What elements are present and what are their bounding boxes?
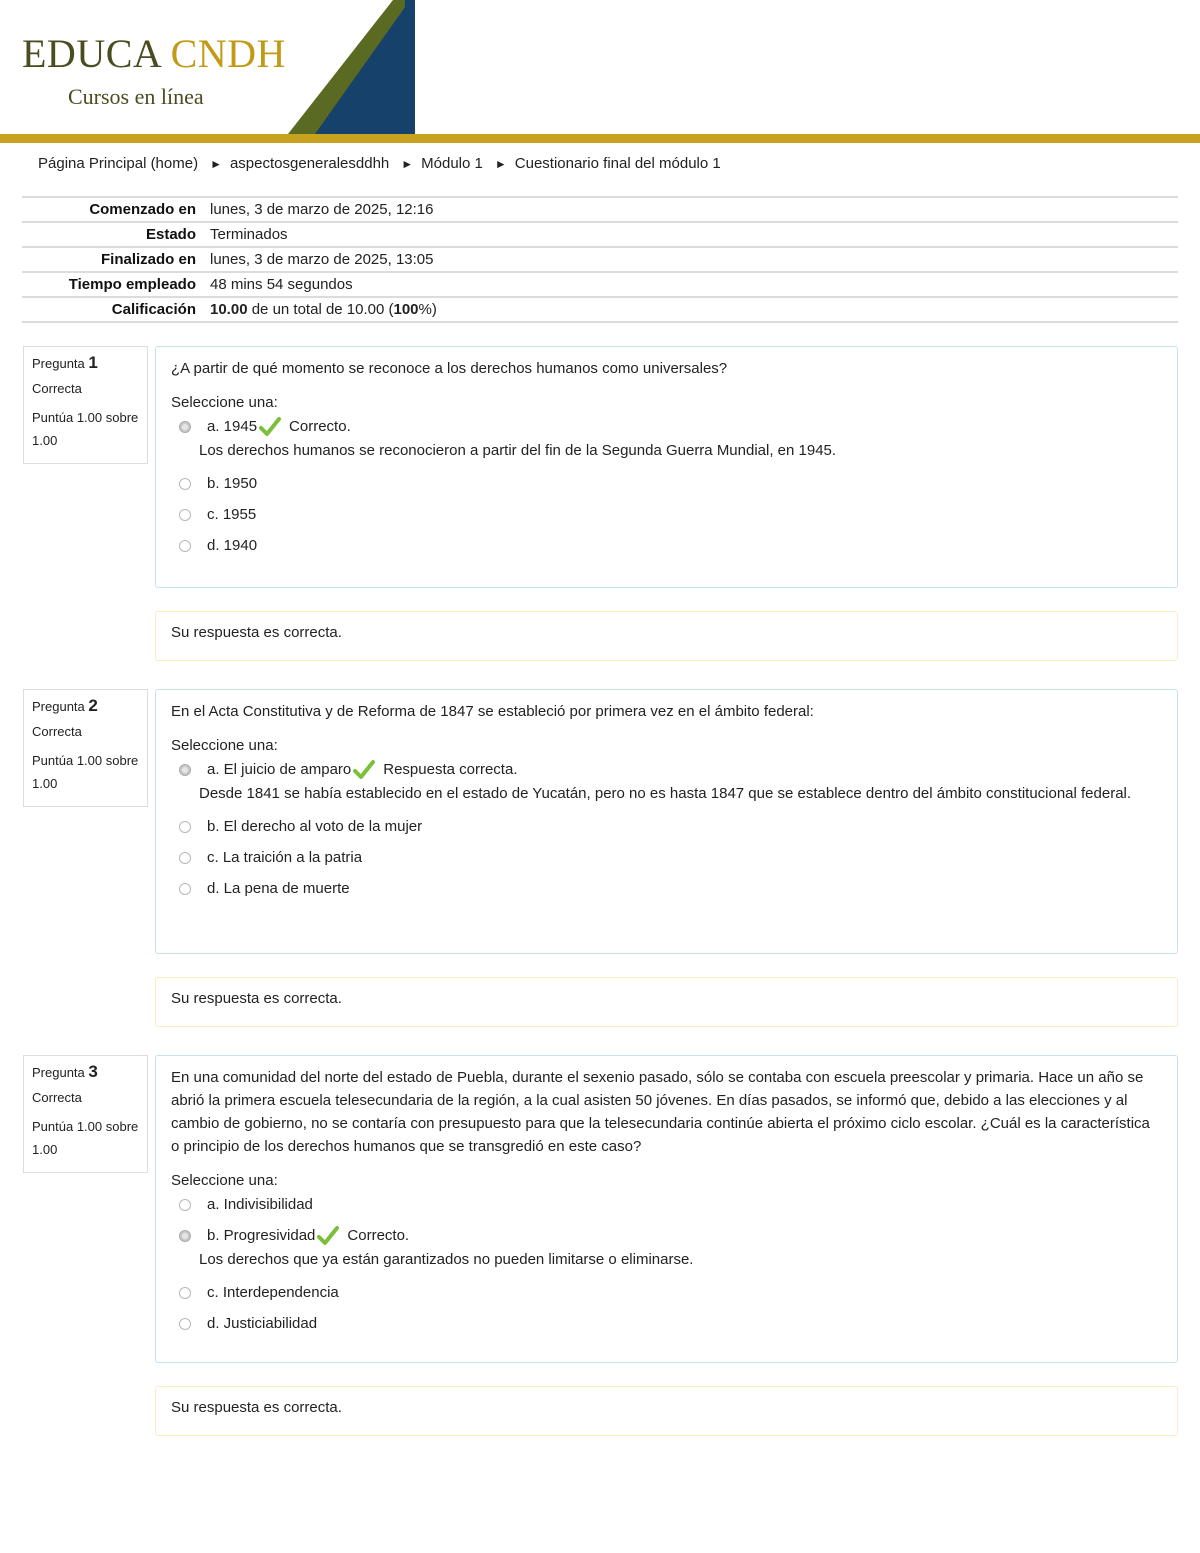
question-outcome: Su respuesta es correcta. xyxy=(155,611,1178,661)
question-content xyxy=(155,689,1178,954)
check-icon xyxy=(317,1225,339,1247)
radio-button[interactable] xyxy=(179,421,191,433)
answer-prompt: Seleccione una: xyxy=(171,737,278,754)
answer-option[interactable] xyxy=(171,842,1162,873)
check-icon xyxy=(353,759,375,781)
summary-row-grade xyxy=(22,297,1178,322)
answer-option[interactable] xyxy=(171,1220,1162,1251)
question-info xyxy=(23,346,148,464)
question-number xyxy=(32,353,139,373)
option-feedback: Los derechos que ya están garantizados no pueden limitarse o eliminarse. xyxy=(199,1251,694,1268)
question-mark: Puntúa 1.00 sobre 1.00 xyxy=(32,753,139,791)
option-label: d. 1940 xyxy=(207,537,258,554)
summary-label: Estado xyxy=(145,226,196,243)
option-label: a. El juicio de amparo xyxy=(207,761,352,778)
brand-subtitle: Cursos en línea xyxy=(68,84,204,109)
summary-row-finished xyxy=(22,247,1178,272)
question-mark: Puntúa 1.00 sobre 1.00 xyxy=(32,1119,139,1157)
option-label: c. Interdependencia xyxy=(207,1284,339,1301)
question-content xyxy=(155,1055,1178,1363)
option-label: a. Indivisibilidad xyxy=(207,1196,313,1213)
radio-button[interactable] xyxy=(179,1199,191,1211)
summary-label: Tiempo empleado xyxy=(68,276,196,293)
question-number xyxy=(32,696,139,716)
site-header xyxy=(0,0,1200,134)
question-label: Pregunta xyxy=(32,356,85,371)
header-decoration xyxy=(285,0,415,134)
summary-value: lunes, 3 de marzo de 2025, 13:05 xyxy=(210,251,434,268)
option-feedback: Los derechos humanos se reconocieron a partir del fin de la Segunda Guerra Mundial, en 1945. xyxy=(199,442,837,459)
summary-value: lunes, 3 de marzo de 2025, 12:16 xyxy=(210,201,434,218)
question-state: Correcta xyxy=(32,381,82,396)
question-text: ¿A partir de qué momento se reconoce a los derechos humanos como universales? xyxy=(171,360,728,377)
option-label: c. La traición a la patria xyxy=(207,849,363,866)
summary-label: Comenzado en xyxy=(89,201,196,218)
summary-label: Calificación xyxy=(111,301,196,318)
question-content xyxy=(155,346,1178,588)
radio-button[interactable] xyxy=(179,1230,191,1242)
answer-option[interactable] xyxy=(171,754,1162,785)
attempt-summary xyxy=(22,196,1178,323)
question-mark: Puntúa 1.00 sobre 1.00 xyxy=(32,410,139,448)
answer-option[interactable] xyxy=(171,873,1162,904)
answer-status: Correcto. xyxy=(347,1227,410,1244)
grade-mid: de un total de 10.00 ( xyxy=(247,301,394,318)
option-label: b. 1950 xyxy=(207,475,258,492)
summary-row-time xyxy=(22,272,1178,297)
question-outcome: Su respuesta es correcta. xyxy=(155,1386,1178,1436)
brand-cndh: CNDH xyxy=(170,31,286,76)
radio-button[interactable] xyxy=(179,764,191,776)
answer-prompt: Seleccione una: xyxy=(171,394,278,411)
answer-option[interactable] xyxy=(171,468,1162,499)
option-label: c. 1955 xyxy=(207,506,257,523)
question-info xyxy=(23,1055,148,1173)
summary-row-state xyxy=(22,222,1178,247)
question-text: En una comunidad del norte del estado de Puebla, durante el sexenio pasado, sólo se contaba con escuela preescolar y primaria. Hace un año se abrió la primera escuela telesecundaria de la región, a la cual asisten 50 jóvenes. En días pasados, se informó que, debido a las elecciones y al cambio de gobierno, no se contaría con presupuesto para que la telesecundaria continúe abierta el próximo ciclo escolar. ¿Cuál es la característica o principio de los derechos humanos que se transgredió en este caso? xyxy=(171,1069,1150,1155)
question-state: Correcta xyxy=(32,724,82,739)
breadcrumb-quiz[interactable]: Cuestionario final del módulo 1 xyxy=(514,155,721,172)
radio-button[interactable] xyxy=(179,478,191,490)
breadcrumb-home[interactable]: Página Principal (home) xyxy=(38,155,199,172)
question-label: Pregunta xyxy=(32,1065,85,1080)
answer-prompt: Seleccione una: xyxy=(171,1172,278,1189)
answer-option[interactable] xyxy=(171,530,1162,561)
question-num: 3 xyxy=(88,1062,98,1081)
answer-option[interactable] xyxy=(171,411,1162,442)
question-text: En el Acta Constitutiva y de Reforma de 1847 se estableció por primera vez en el ámbito federal: xyxy=(171,703,814,720)
check-icon xyxy=(259,416,281,438)
option-label: d. Justiciabilidad xyxy=(207,1315,318,1332)
option-label: d. La pena de muerte xyxy=(207,880,350,897)
answer-option[interactable] xyxy=(171,1277,1162,1308)
question-info xyxy=(23,689,148,807)
question-state: Correcta xyxy=(32,1090,82,1105)
summary-value: 48 mins 54 segundos xyxy=(210,276,353,293)
breadcrumb-course[interactable]: aspectosgeneralesddhh xyxy=(229,155,390,172)
radio-button[interactable] xyxy=(179,883,191,895)
option-label: b. El derecho al voto de la mujer xyxy=(207,818,423,835)
option-label: a. 1945 xyxy=(207,418,258,435)
answer-option[interactable] xyxy=(171,1308,1162,1339)
radio-button[interactable] xyxy=(179,509,191,521)
question-num: 1 xyxy=(88,353,98,372)
answer-option[interactable] xyxy=(171,811,1162,842)
radio-button[interactable] xyxy=(179,1318,191,1330)
grade-end: %) xyxy=(418,301,437,318)
answer-status: Correcto. xyxy=(289,418,351,435)
grade-score: 10.00 xyxy=(210,301,248,318)
breadcrumb-separator-icon: ► xyxy=(494,156,507,171)
site-logo[interactable] xyxy=(22,30,286,77)
question-outcome: Su respuesta es correcta. xyxy=(155,977,1178,1027)
breadcrumb-separator-icon: ► xyxy=(210,156,222,171)
grade-percent: 100 xyxy=(393,301,419,318)
summary-row-started xyxy=(22,197,1178,222)
radio-button[interactable] xyxy=(179,821,191,833)
radio-button[interactable] xyxy=(179,540,191,552)
question-number xyxy=(32,1062,139,1082)
summary-value xyxy=(210,297,1178,322)
question-label: Pregunta xyxy=(32,699,85,714)
summary-value: Terminados xyxy=(210,226,288,243)
option-label: b. Progresividad xyxy=(207,1227,316,1244)
breadcrumb-module[interactable]: Módulo 1 xyxy=(421,155,483,172)
question-num: 2 xyxy=(88,696,98,715)
summary-label: Finalizado en xyxy=(100,251,196,268)
answer-status: Respuesta correcta. xyxy=(383,761,518,778)
brand-educa: EDUCA xyxy=(22,31,161,76)
breadcrumb-separator-icon: ► xyxy=(401,156,414,171)
radio-button[interactable] xyxy=(179,1287,191,1299)
answer-option[interactable] xyxy=(171,1189,1162,1220)
header-divider xyxy=(0,134,1200,143)
answer-option[interactable] xyxy=(171,499,1162,530)
option-feedback: Desde 1841 se había establecido en el estado de Yucatán, pero no es hasta 1847 que se establece dentro del ámbito constitucional federal. xyxy=(199,785,1132,802)
breadcrumb xyxy=(38,155,721,172)
radio-button[interactable] xyxy=(179,852,191,864)
